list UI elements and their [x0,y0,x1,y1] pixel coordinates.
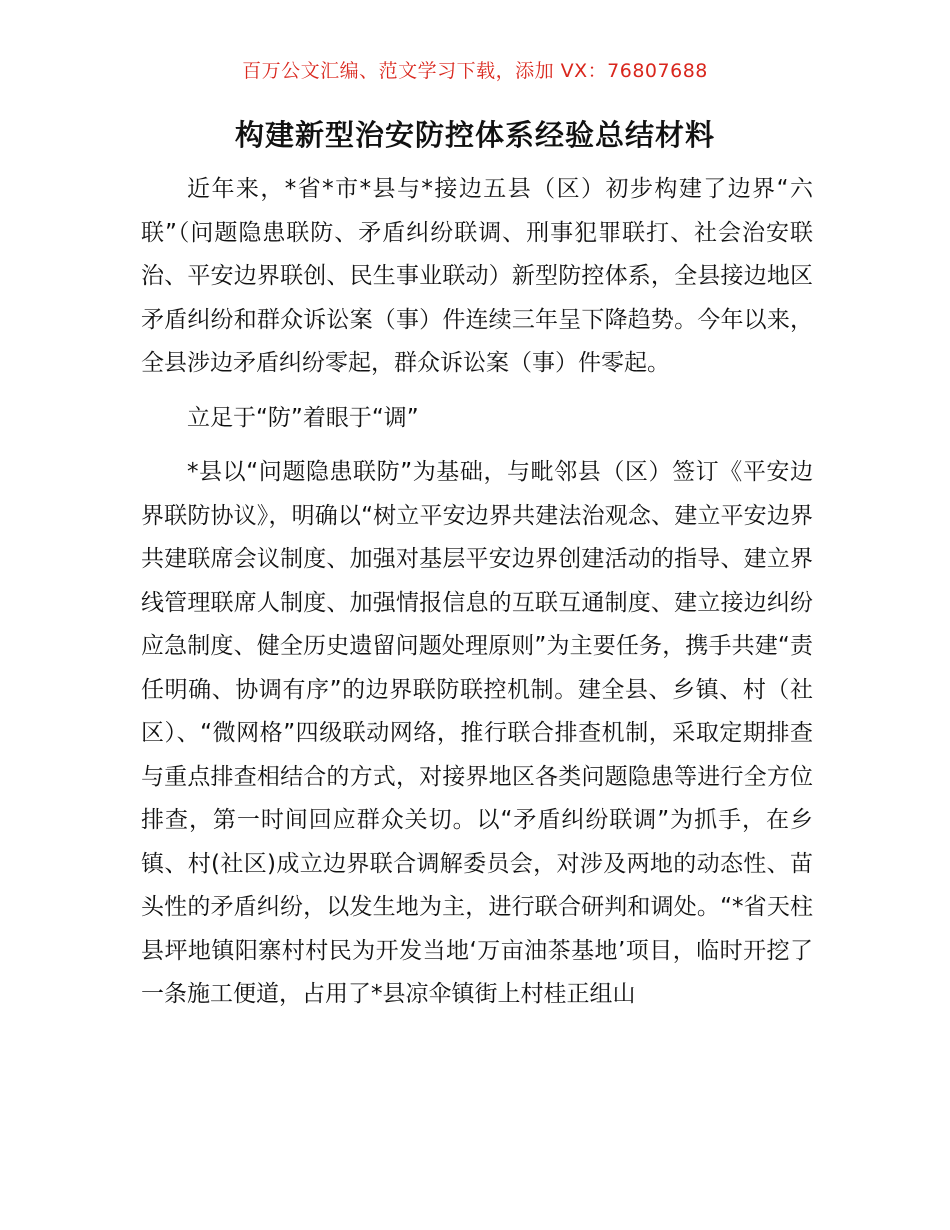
document-title: 构建新型治安防控体系经验总结材料 [234,118,715,152]
paragraph-body: *县以“问题隐患联防”为基础，与毗邻县（区）签订《平安边界联防协议》，明确以“树立平安边界共建法治观念、建立平安边界共建联席会议制度、加强对基层平安边界创建活动的指导、建立界线管理联席人制度、加强情报信息的互联互通制度、建立接边纠纷应急制度、健全历史遗留问题处理原则”为主要任务，携手共建“责任明确、协调有序”的边界联防联控机制。建全县、乡镇、村（社区）、“微网格”四级联动网络，推行联合排查机制，采取定期排查与重点排查相结合的方式，对接界地区各类问题隐患等进行全方位排查，第一时间回应群众关切。以“矛盾纠纷联调”为抓手，在乡镇、村(社区)成立边界联合调解委员会，对涉及两地的动态性、苗头性的矛盾纠纷，以发生地为主，进行联合研判和调处。“*省天柱县坪地镇阳寨村村民为开发当地‘万亩油茶基地’项目，临时开挖了一条施工便道，占用了*县凉伞镇街上村桂正组山 [141,459,813,1007]
section-heading: 立足于“防”着眼于“调” [187,404,419,431]
paragraph-intro: 近年来，*省*市*县与*接边五县（区）初步构建了边界“六联”（问题隐患联防、矛盾纠纷联调、刑事犯罪联打、社会治安联治、平安边界联创、民生事业联动）新型防控体系，全县接边地区矛盾纠纷和群众诉讼案（事）件连续三年呈下降趋势。今年以来，全县涉边矛盾纠纷零起，群众诉讼案（事）件零起。 [141,176,813,376]
watermark-header: 百万公文汇编、范文学习下载，添加 VX：76807688 [242,60,708,82]
document-body [141,168,813,1028]
